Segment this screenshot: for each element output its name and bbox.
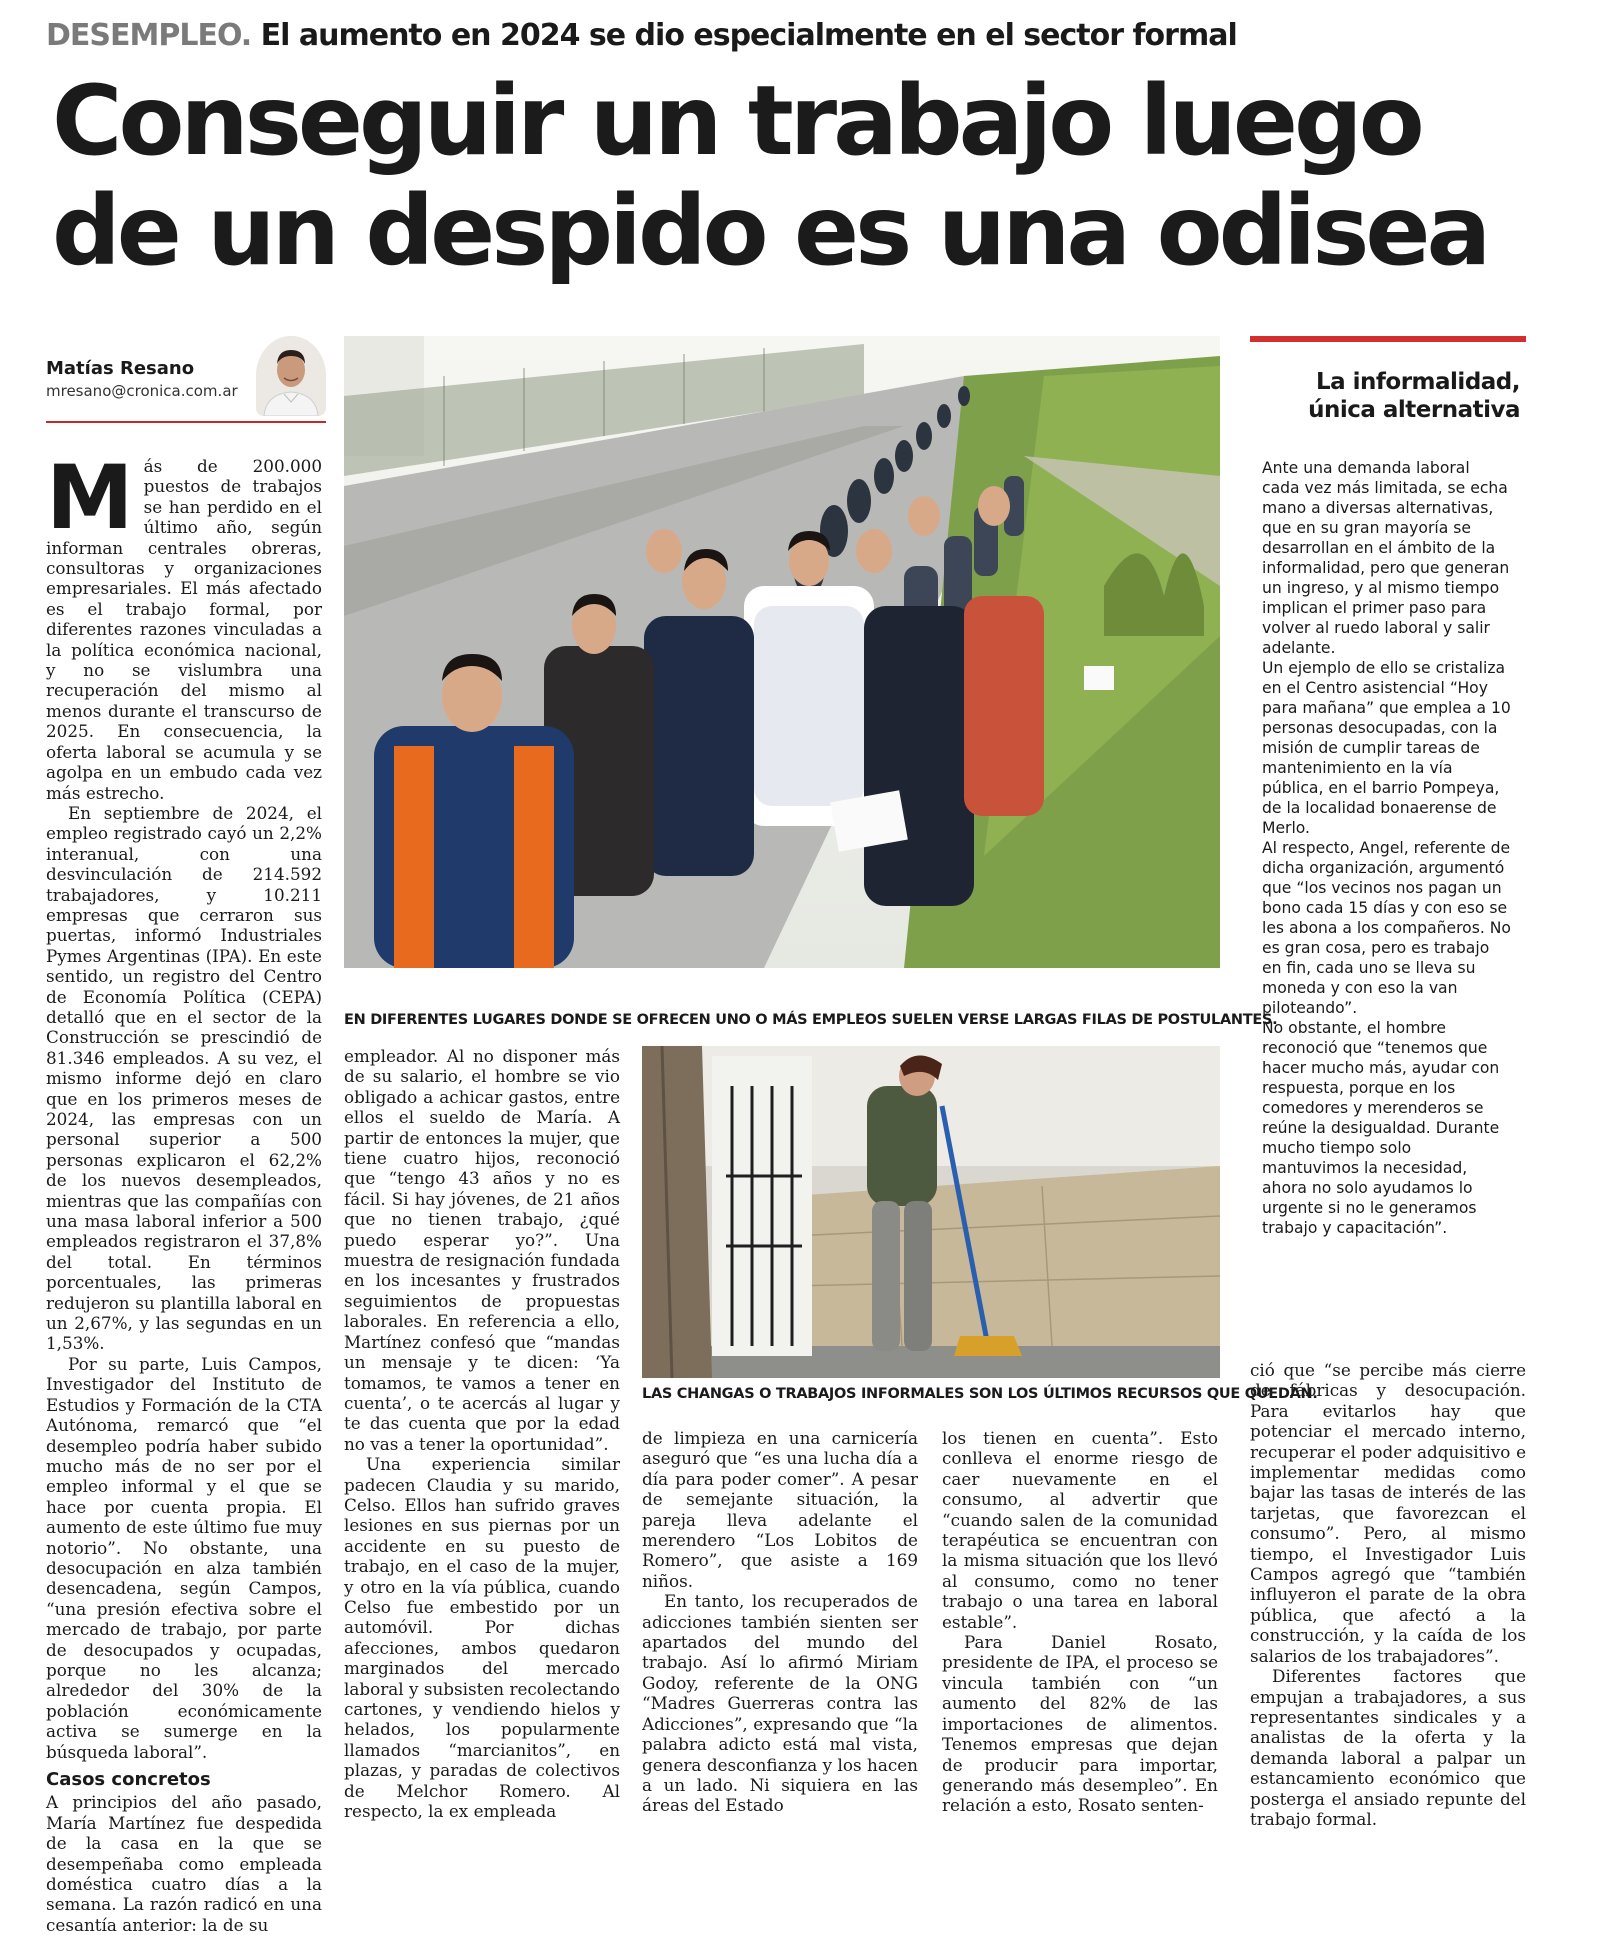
kicker-text: El aumento en 2024 se dio especialmente en el sector formal <box>260 18 1237 53</box>
photo-street-sweeper <box>642 1046 1220 1378</box>
author-email: mresano@cronica.com.ar <box>46 382 238 400</box>
article-column-2 <box>344 1046 620 1821</box>
author-avatar <box>256 336 326 416</box>
article-column-4 <box>942 1428 1218 1816</box>
headline-line-2: de un despido es una odisea <box>52 175 1488 287</box>
street-sweeper-illustration <box>642 1046 1220 1378</box>
sidebar-paragraph: Al respecto, Angel, referente de dicha organización, argumentó que “los vecinos nos pagan un bono cada 15 días y con eso se les abona a los compañeros. No es gran cosa, pero es trabajo en fin, cada uno se lleva su moneda y con eso la van piloteando”. <box>1262 839 1511 1017</box>
article-column-1 <box>46 446 322 1935</box>
job-queue-illustration <box>344 336 1220 968</box>
kicker <box>46 18 1237 53</box>
sidebar-paragraph: Ante una demanda laboral cada vez más limitada, se echa mano a diversas alternativas, que en su gran mayoría se desarrollan en el ámbito de la informalidad, pero que generan un ingreso, y al mismo tiempo implican el primer paso para volver al ruedo laboral y salir adelante. <box>1262 459 1510 657</box>
paragraph: de limpieza en una carnicería aseguró que “es una lucha día a día para poder comer”. A pesar de semejante situación, la pareja lleva adelante el merendero “Los Lobitos de Romero”, que asiste a 169 niños. <box>642 1428 918 1591</box>
caption-photo-2: LAS CHANGAS O TRABAJOS INFORMALES SON LOS ÚLTIMOS RECURSOS QUE QUEDAN. <box>642 1386 1318 1402</box>
paragraph: Por su parte, Luis Campos, Investigador del Instituto de Estudios y Formación de la CTA Autónoma, remarcó que “el desempleo podría haber subido mucho más de no ser por el empleo informal y el que se hace por cuenta propia. El aumento de este último fue muy notorio”. No obstante, una desocupación en alza también desencadena, según Campos, “una presión efectiva sobre el mercado de trabajo, por parte de desocupados y ocupadas, porque no les alcanza; alrededor del 30% de la población económicamente activa se sumerge en la búsqueda laboral”. <box>46 1353 322 1762</box>
paragraph: A principios del año pasado, María Martínez fue despedida de la casa en la que se desempeñaba como empleada doméstica cuatro días a la semana. La razón radicó en una cesantía anterior: la de su <box>46 1792 322 1935</box>
paragraph: Para Daniel Rosato, presidente de IPA, el proceso se vincula también con “un aumento del 82% de las importaciones de alimentos. Tenemos empresas que dejan de producir para importar, generando más desempleo”. En relación a esto, Rosato senten- <box>942 1632 1218 1816</box>
headline-line-1: Conseguir un trabajo luego <box>52 65 1421 177</box>
paragraph: ció que “se percibe más cierre de fábricas y desocupación. Para evitarlos hay que potenciar el mercado interno, recuperar el poder adquisitivo e implementar medidas como bajar las tasas de interés de las tarjetas, que favorezcan el consumo”. Pero, al mismo tiempo, el Investigador Luis Campos agregó que “también influyeron el parate de la obra pública, que afectó a la construcción, y la caída de los salarios de los trabajadores”. <box>1250 1360 1526 1666</box>
sidebar-title: La informalidad, única alternativa <box>1308 369 1520 423</box>
paragraph: Una experiencia similar padecen Claudia y su marido, Celso. Ellos han sufrido graves lesiones en sus piernas por un accidente en su puesto de trabajo, en el caso de la mujer, y otro en la vía pública, cuando Celso fue embestido por un automóvil. Por dichas afecciones, ambos quedaron marginados del mercado laboral y subsisten recolectando cartones, y vendiendo hielos y helados, los popularmente llamados “marcianitos”, en plazas, y paradas de colectivos de Melchor Romero. Al respecto, la ex empleada <box>344 1454 620 1822</box>
paragraph: ás de 200.000 puestos de trabajos se han perdido en el último año, según informan centrales obreras, consultoras y organizaciones empresariales. El más afectado es el trabajo formal, por diferentes razones vinculadas a la política económica nacional, y no se vislumbra una recuperación del mismo al menos durante el transcurso de 2025. En consecuencia, la oferta laboral se acumula y se agolpa en un embudo cada vez más estrecho. <box>46 456 322 803</box>
kicker-section: DESEMPLEO. <box>46 18 252 53</box>
sidebar-paragraph: No obstante, el hombre reconoció que “tenemos que hacer mucho más, ayudar con respuesta, porque en los comedores y merenderos se reúne la desigualdad. Durante mucho tiempo solo mantuvimos la necesidad, ahora no solo ayudamos lo urgente si no le generamos trabajo y capacitación”. <box>1262 1019 1500 1237</box>
paragraph: empleador. Al no disponer más de su salario, el hombre se vio obligado a achicar gastos, entre ellos el sueldo de María. A partir de entonces la mujer, que tiene cuatro hijos, reconoció que “tengo 43 años y no es fácil. Si hay jóvenes, de 21 años que no tienen trabajo, ¿qué puedo esperar yo?”. Una muestra de resignación fundada en los incesantes y frustrados seguimientos de propuestas laborales. En referencia a ello, Martínez confesó que “mandas un mensaje y te dicen: ‘Ya tomamos, te vamos a tener en cuenta’, o te acercás al lugar y te das cuenta que por la edad no vas a tener la oportunidad”. <box>344 1046 620 1454</box>
author-divider <box>46 421 326 423</box>
sidebar-body <box>1262 458 1512 1238</box>
paragraph: Diferentes factores que empujan a trabajadores, a sus representantes sindicales y a analistas de la oferta y la demanda laboral a palpar un estancamiento económico que posterga el ansiado repunte del trabajo formal. <box>1250 1666 1526 1829</box>
paragraph: En septiembre de 2024, el empleo registrado cayó un 2,2% interanual, con una desvinculación de 214.592 trabajadores, y 10.211 empresas que cerraron sus puertas, informó Industriales Pymes Argentinas (IPA). En este sentido, un registro del Centro de Economía Política (CEPA) detalló que en el sector de la Construcción se prescindió de 81.346 empleados. A su vez, el mismo informe dejó en claro que en los primeros meses de 2024, las empresas con un personal superior a 500 personas explicaron el 62,2% de los nuevos desempleados, mientras que las compañías con una masa laboral inferior a 500 empleados registraron el 37,8% del total. En términos porcentuales, las primeras redujeron su plantilla laboral en un 2,67%, y las segundas en un 1,53%. <box>46 802 322 1354</box>
paragraph: En tanto, los recuperados de adicciones también sienten ser apartados del mundo del trabajo. Así lo afirmó Miriam Godoy, referente de la ONG “Madres Guerreras contra las Adicciones”, expresando que “la palabra adicto está mal vista, genera desconfianza y los hacen a un lado. Ni siquiera en las áreas del Estado <box>642 1591 918 1816</box>
article-column-3 <box>642 1428 918 1816</box>
author-name: Matías Resano <box>46 358 195 379</box>
caption-photo-1: EN DIFERENTES LUGARES DONDE SE OFRECEN UNO O MÁS EMPLEOS SUELEN VERSE LARGAS FILAS DE POSTULANTES. <box>344 1012 1278 1028</box>
article-column-5 <box>1250 1360 1526 1829</box>
headline <box>52 66 1552 286</box>
sidebar-paragraph: Un ejemplo de ello se cristaliza en el Centro asistencial “Hoy para mañana” que emplea a 10 personas desocupadas, con la misión de cumplir tareas de mantenimiento en la vía pública, en el barrio Pompeya, de la localidad bonaerense de Merlo. <box>1262 659 1511 837</box>
author-photo <box>256 336 326 416</box>
subheading-casos-concretos: Casos concretos <box>46 1769 211 1790</box>
photo-job-queue <box>344 336 1220 968</box>
drop-cap: M <box>46 446 134 549</box>
paragraph: los tienen en cuenta”. Esto conlleva el enorme riesgo de caer nuevamente en el consumo, al advertir que “cuando salen de la comunidad terapéutica se encuentran con la misma situación que los llevó al consumo, como no tener trabajo o una tarea en laboral estable”. <box>942 1428 1218 1632</box>
